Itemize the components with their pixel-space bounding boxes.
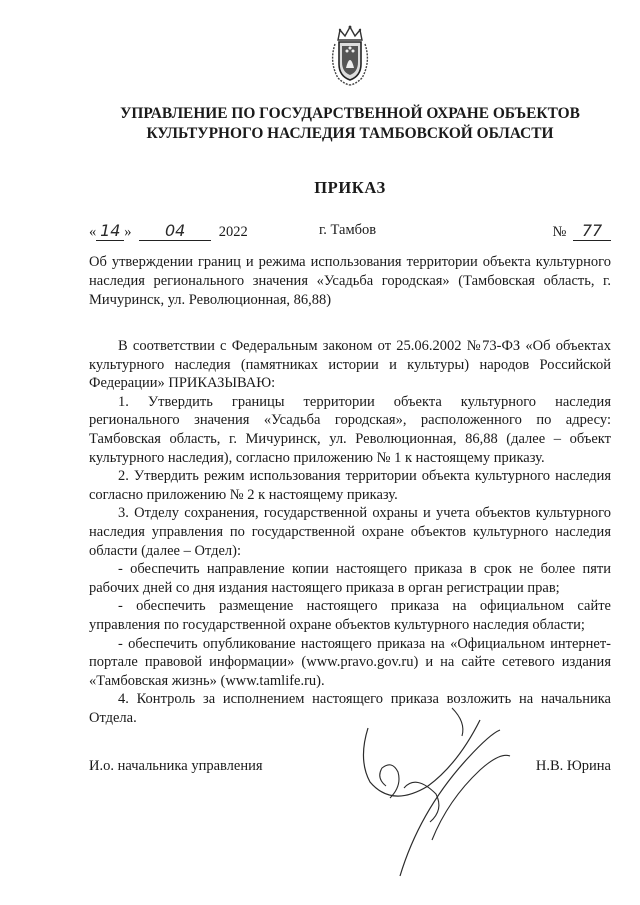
order-city: г. Тамбов xyxy=(319,222,377,238)
order-number xyxy=(553,222,611,241)
order-number-value: 77 xyxy=(573,222,611,241)
order-subject: Об утверждении границ и режима использования территории объекта культурного наследия регионального значения «Усадьба городская» (Тамбовская область, г. Мичуринск, ул. Революционная, 86,88) xyxy=(89,254,611,308)
order-date: « 14 » 04 2022 xyxy=(89,221,248,240)
paragraph-item-4: 4. Контроль за исполнением настоящего приказа возложить на начальника Отдела. xyxy=(89,691,611,726)
organization-name-line-2: КУЛЬТУРНОГО НАСЛЕДИЯ ТАМБОВСКОЙ ОБЛАСТИ xyxy=(146,125,554,142)
coat-of-arms-icon xyxy=(326,24,374,88)
order-month: 04 xyxy=(139,222,211,241)
document-type-title: ПРИКАЗ xyxy=(314,178,386,197)
paragraph-item-3: 3. Отделу сохранения, государственной охраны и учета объектов культурного наследия управления по государственной охране объектов культурного наследия области (далее – Отдел): xyxy=(89,505,611,559)
paragraph-item-3-sub-2: - обеспечить размещение настоящего приказа на официальном сайте управления по государственной охране объектов культурного наследия области; xyxy=(89,598,611,633)
order-day: 14 xyxy=(96,222,124,241)
paragraph-item-3-sub-3: - обеспечить опубликование настоящего приказа на «Официальном интернет-портале правовой информации» (www.pravo.gov.ru) и на сайте сетевого издания «Тамбовская жизнь» (www.tamlife.ru). xyxy=(89,635,611,689)
number-sign: № xyxy=(552,224,567,240)
handwritten-signature xyxy=(340,690,520,890)
paragraph-preamble: В соответствии с Федеральным законом от 25.06.2002 №73-ФЗ «Об объектах культурного наследия (памятниках истории и культуры) народов Российской Федерации» ПРИКАЗЫВАЮ: xyxy=(89,338,611,392)
paragraph-item-1: 1. Утвердить границы территории объекта культурного наследия регионального значения «Усадьба городская», расположенного по адресу: Тамбовская область, г. Мичуринск, ул. Революционная, 86,88 (далее – объект культурного наследия), согласно приложению № 1 к настоящему приказу. xyxy=(89,393,611,466)
paragraph-item-2: 2. Утвердить режим использования территории объекта культурного наследия согласно приложению № 2 к настоящему приказу. xyxy=(89,468,611,503)
organization-name xyxy=(60,104,640,144)
order-year: 2022 xyxy=(218,224,248,240)
paragraph-item-3-sub-1: - обеспечить направление копии настоящего приказа в срок не более пяти рабочих дней со дня издания настоящего приказа в орган регистрации прав; xyxy=(89,561,611,596)
signatory-position: И.о. начальника управления xyxy=(89,758,263,774)
order-body xyxy=(89,337,611,727)
organization-name-line-1: УПРАВЛЕНИЕ ПО ГОСУДАРСТВЕННОЙ ОХРАНЕ ОБЪЕКТОВ xyxy=(120,105,580,122)
date-number-line xyxy=(89,222,611,244)
signatory-name: Н.В. Юрина xyxy=(535,758,611,774)
